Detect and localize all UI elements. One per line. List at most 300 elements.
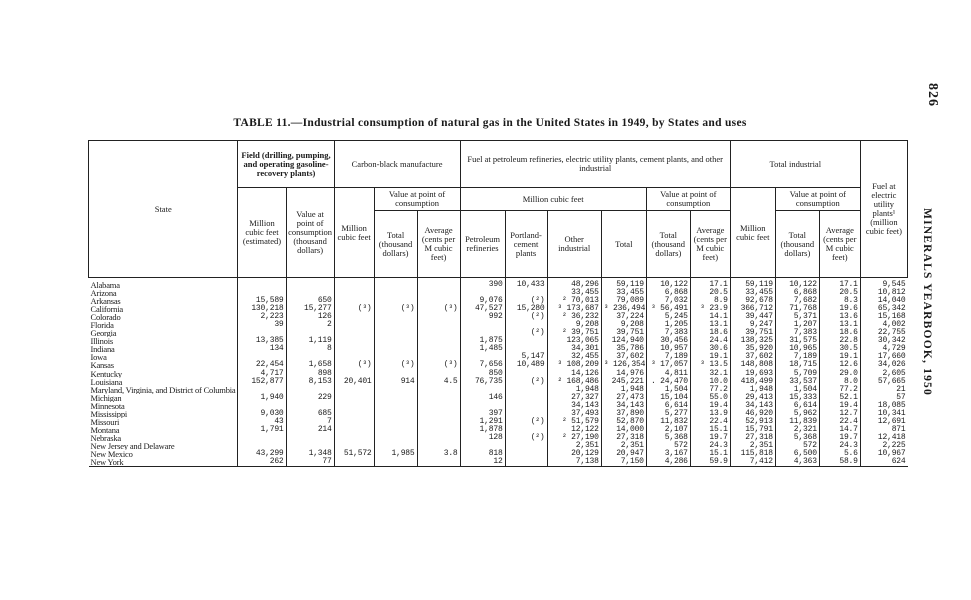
- table-cell: 9,247: [730, 321, 775, 329]
- table-cell: (³): [417, 361, 460, 369]
- table-cell: 76,735: [460, 378, 505, 386]
- table-cell: 1,348: [286, 450, 334, 458]
- table-cell: 20,947: [601, 450, 646, 458]
- state-name: Georgia: [90, 329, 117, 338]
- table-cell: 128: [460, 434, 505, 442]
- table-cell: (³): [334, 361, 374, 369]
- table-cell: [374, 345, 417, 353]
- table-cell: 5,245: [646, 313, 690, 321]
- table-cell: 914: [374, 378, 417, 386]
- table-cell: 52,913: [730, 418, 775, 426]
- table-cell: 1,291: [460, 418, 505, 426]
- table-cell: [286, 278, 334, 290]
- header-fuel-mcf: Million cubic feet: [460, 188, 646, 211]
- state-name: Indiana: [90, 345, 115, 354]
- table-cell: 8.0: [819, 378, 860, 386]
- table-cell: (³): [374, 361, 417, 369]
- table-cell: 32,455: [547, 353, 601, 361]
- table-cell: 22.8: [819, 337, 860, 345]
- table-cell: 24.3: [819, 442, 860, 450]
- table-cell: 10,122: [646, 278, 690, 290]
- table-cell: 19.7: [690, 434, 730, 442]
- table-cell: ² 36,232: [547, 313, 601, 321]
- table-cell: 2: [286, 321, 334, 329]
- header-fuel-total: Total: [601, 211, 646, 278]
- table-cell: [417, 458, 460, 467]
- table-cell: [505, 386, 547, 394]
- table-cell: 37,602: [601, 353, 646, 361]
- table-cell: 57: [860, 394, 907, 402]
- table-cell: 52.1: [819, 394, 860, 402]
- table-cell: [374, 418, 417, 426]
- table-cell: [417, 313, 460, 321]
- table-cell: 390: [460, 278, 505, 290]
- table-cell: 27,318: [601, 434, 646, 442]
- table-cell: 13.9: [690, 410, 730, 418]
- table-cell: 10,967: [860, 450, 907, 458]
- table-cell: [334, 418, 374, 426]
- state-name: Florida: [90, 321, 114, 330]
- table-cell: 34,143: [601, 402, 646, 410]
- table-cell: 43,299: [238, 450, 286, 458]
- table-cell: 92,678: [730, 297, 775, 305]
- header-field-value: Value at point of consumption (thousand dollars): [286, 188, 334, 278]
- table-cell: 20,129: [547, 450, 601, 458]
- table-cell: 32.1: [690, 370, 730, 378]
- state-name: Missouri: [90, 417, 120, 426]
- table-cell: 366,712: [730, 305, 775, 313]
- table-cell: (²): [505, 329, 547, 337]
- table-cell: 15,104: [646, 394, 690, 402]
- table-cell: [505, 337, 547, 345]
- table-cell: 126: [286, 313, 334, 321]
- table-cell: 37,602: [730, 353, 775, 361]
- table-cell: 19.7: [819, 434, 860, 442]
- state-name: Arkansas: [90, 297, 121, 306]
- table-cell: 7,189: [775, 353, 819, 361]
- state-name: Louisiana: [90, 377, 123, 386]
- table-cell: 1,985: [374, 450, 417, 458]
- table-cell: 59,119: [601, 278, 646, 290]
- table-cell: [374, 337, 417, 345]
- state-name: Maryland, Virginia, and District of Columbia: [90, 385, 236, 394]
- table-cell: 17.1: [819, 278, 860, 290]
- table-cell: 7,682: [775, 297, 819, 305]
- table-cell: 10,122: [775, 278, 819, 290]
- table-cell: 1,948: [547, 386, 601, 394]
- table-cell: ³ 13.5: [690, 361, 730, 369]
- state-name: California: [90, 305, 123, 314]
- table-cell: [417, 410, 460, 418]
- table-cell: 2,223: [238, 313, 286, 321]
- table-cell: 7,383: [775, 329, 819, 337]
- header-fuel-group: Fuel at petroleum refineries, electric utility plants, cement plants, and other industrial: [460, 141, 730, 188]
- table-cell: [334, 289, 374, 297]
- table-cell: 46,920: [730, 410, 775, 418]
- table-cell: [460, 321, 505, 329]
- table-cell: [334, 394, 374, 402]
- table-cell: 6,614: [775, 402, 819, 410]
- table-cell: 77: [286, 458, 334, 467]
- table-cell: [417, 321, 460, 329]
- table-cell: 572: [775, 442, 819, 450]
- table-cell: [417, 337, 460, 345]
- header-total-mcf: Million cubic feet: [730, 188, 775, 278]
- state-name: Kansas: [90, 361, 114, 370]
- table-cell: 9,208: [547, 321, 601, 329]
- table-cell: 19.6: [819, 305, 860, 313]
- table-cell: 15.1: [690, 426, 730, 434]
- table-cell: [374, 313, 417, 321]
- table-cell: 11,832: [646, 418, 690, 426]
- table-cell: 27,473: [601, 394, 646, 402]
- table-cell: [334, 321, 374, 329]
- table-cell: 8.3: [819, 297, 860, 305]
- table-cell: 8: [286, 345, 334, 353]
- header-carbon-mcf: Million cubic feet: [334, 188, 374, 278]
- table-cell: 4.5: [417, 378, 460, 386]
- table-cell: 572: [646, 442, 690, 450]
- state-name: Arizona: [90, 289, 117, 298]
- table-cell: [374, 329, 417, 337]
- table-cell: 5.6: [819, 450, 860, 458]
- table-cell: 1,948: [601, 386, 646, 394]
- table-cell: 30,456: [646, 337, 690, 345]
- table-cell: 13,385: [238, 337, 286, 345]
- table-cell: 10,433: [505, 278, 547, 290]
- table-cell: 48,296: [547, 278, 601, 290]
- header-carbon-group: Carbon-black manufacture: [334, 141, 460, 188]
- table-cell: 10,965: [775, 345, 819, 353]
- table-cell: ³ 23.9: [690, 305, 730, 313]
- table-cell: [417, 418, 460, 426]
- table-cell: [417, 278, 460, 290]
- table-cell: 1,485: [460, 345, 505, 353]
- table-cell: (²): [505, 313, 547, 321]
- table-cell: 15,589: [238, 297, 286, 305]
- state-name: Montana: [90, 425, 120, 434]
- state-name: Mississippi: [90, 409, 128, 418]
- table-cell: 1,658: [286, 361, 334, 369]
- table-row: [89, 378, 908, 386]
- header-total-group: Total industrial: [730, 141, 860, 188]
- table-cell: 4,002: [860, 321, 907, 329]
- table-cell: 29,413: [730, 394, 775, 402]
- table-cell: 30.5: [819, 345, 860, 353]
- table-cell: [334, 337, 374, 345]
- table-cell: 2,321: [775, 426, 819, 434]
- table-cell: 9,208: [601, 321, 646, 329]
- state-name: Colorado: [90, 313, 121, 322]
- table-cell: 6,868: [775, 289, 819, 297]
- table-cell: 59.9: [690, 458, 730, 467]
- header-carbon-total: Total (thousand dollars): [374, 211, 417, 278]
- table-cell: 650: [286, 297, 334, 305]
- state-name: Illinois: [90, 337, 113, 346]
- table-cell: 27,318: [730, 434, 775, 442]
- table-cell: 11,839: [775, 418, 819, 426]
- table-cell: 18,715: [775, 361, 819, 369]
- table-cell: [374, 410, 417, 418]
- state-name: Iowa: [90, 353, 107, 362]
- table-cell: [334, 386, 374, 394]
- table-cell: 4,717: [238, 370, 286, 378]
- table-cell: 2,351: [547, 442, 601, 450]
- table-cell: [334, 402, 374, 410]
- table-cell: 17,660: [860, 353, 907, 361]
- table-cell: 7,412: [730, 458, 775, 467]
- consumption-table: [88, 140, 908, 467]
- table-cell: ³ 236,494: [601, 305, 646, 313]
- table-cell: 14.7: [819, 426, 860, 434]
- header-total-value-total: Total (thousand dollars): [775, 211, 819, 278]
- table-cell: (²): [505, 378, 547, 386]
- table-cell: 1,948: [730, 386, 775, 394]
- table-cell: 35,786: [601, 345, 646, 353]
- table-cell: 37,224: [601, 313, 646, 321]
- table-cell: 8.9: [690, 297, 730, 305]
- table-cell: 12.7: [819, 410, 860, 418]
- table-cell: [374, 386, 417, 394]
- table-cell: 10.0: [690, 378, 730, 386]
- table-cell: [334, 329, 374, 337]
- table-cell: (²): [505, 434, 547, 442]
- state-name: New York: [89, 458, 238, 467]
- table-cell: ³ 56,491: [646, 305, 690, 313]
- table-cell: 33,537: [775, 378, 819, 386]
- table-cell: 14,976: [601, 370, 646, 378]
- table-cell: 1,119: [286, 337, 334, 345]
- state-name: Nebraska: [90, 433, 121, 442]
- table-cell: [417, 402, 460, 410]
- table-cell: 65,342: [860, 305, 907, 313]
- state-name: New Jersey and Delaware: [90, 441, 175, 450]
- table-cell: [417, 434, 460, 442]
- table-cell: ³ 108,209: [547, 361, 601, 369]
- table-cell: [374, 458, 417, 467]
- table-cell: ³ 17,057: [646, 361, 690, 369]
- table-cell: 9,076: [460, 297, 505, 305]
- table-cell: 10,489: [505, 361, 547, 369]
- table-cell: [417, 386, 460, 394]
- table-cell: 37,890: [601, 410, 646, 418]
- table-cell: [417, 426, 460, 434]
- table-cell: 14.1: [690, 313, 730, 321]
- table-cell: 134: [238, 345, 286, 353]
- table-cell: ² 168,486: [547, 378, 601, 386]
- table-cell: 2,351: [730, 442, 775, 450]
- table-cell: 138,325: [730, 337, 775, 345]
- table-cell: 5,709: [775, 370, 819, 378]
- table-cell: 14,040: [860, 297, 907, 305]
- table-row: [89, 278, 908, 290]
- table-cell: 37,493: [547, 410, 601, 418]
- table-cell: ² 51,579: [547, 418, 601, 426]
- table-cell: [238, 278, 286, 290]
- table-cell: 13.6: [819, 313, 860, 321]
- table-cell: 624: [860, 458, 907, 467]
- table-cell: 229: [286, 394, 334, 402]
- table-cell: 1,940: [238, 394, 286, 402]
- table-row: [89, 345, 908, 353]
- table-cell: 15,277: [286, 305, 334, 313]
- table-cell: 18.6: [819, 329, 860, 337]
- table-cell: ² 70,013: [547, 297, 601, 305]
- table-cell: ² 27,190: [547, 434, 601, 442]
- table-cell: 12,418: [860, 434, 907, 442]
- table-cell: 33,455: [730, 289, 775, 297]
- header-other-industrial: Other industrial: [547, 211, 601, 278]
- header-field-mcf: Million cubic feet (estimated): [238, 188, 286, 278]
- table-cell: ³ 126,354: [601, 361, 646, 369]
- table-cell: 34,026: [860, 361, 907, 369]
- table-row: [89, 458, 908, 467]
- table-cell: 14,126: [547, 370, 601, 378]
- table-cell: 7,138: [547, 458, 601, 467]
- state-name: Michigan: [90, 393, 122, 402]
- table-cell: 130,218: [238, 305, 286, 313]
- table-cell: 51,572: [334, 450, 374, 458]
- table-cell: 18,085: [860, 402, 907, 410]
- table-cell: [286, 434, 334, 442]
- table-cell: 5,962: [775, 410, 819, 418]
- table-cell: 397: [460, 410, 505, 418]
- table-cell: [334, 345, 374, 353]
- table-cell: 6,868: [646, 289, 690, 297]
- table-cell: (³): [334, 305, 374, 313]
- header-carbon-value: Value at point of consumption: [374, 188, 460, 211]
- table-cell: 15,791: [730, 426, 775, 434]
- table-cell: 4,811: [646, 370, 690, 378]
- table-cell: 1,504: [646, 386, 690, 394]
- table-row: [89, 394, 908, 402]
- table-cell: 2,605: [860, 370, 907, 378]
- table-cell: [417, 289, 460, 297]
- table-cell: 30,342: [860, 337, 907, 345]
- table-cell: 19.1: [819, 353, 860, 361]
- table-cell: 2,225: [860, 442, 907, 450]
- header-petroleum: Petroleum refineries: [460, 211, 505, 278]
- table-cell: [334, 426, 374, 434]
- header-state: State: [89, 141, 238, 278]
- table-cell: 12,691: [860, 418, 907, 426]
- table-cell: 20,401: [334, 378, 374, 386]
- table-cell: [417, 329, 460, 337]
- header-carbon-average: Average (cents per M cubic feet): [417, 211, 460, 278]
- table-cell: 21: [860, 386, 907, 394]
- table-cell: 47,527: [460, 305, 505, 313]
- table-cell: 59,119: [730, 278, 775, 290]
- table-cell: 10,812: [860, 289, 907, 297]
- table-cell: 9,545: [860, 278, 907, 290]
- header-fuel-value-total: Total (thousand dollars): [646, 211, 690, 278]
- table-cell: 7: [286, 418, 334, 426]
- table-cell: [334, 434, 374, 442]
- table-cell: 22,454: [238, 361, 286, 369]
- table-cell: 2,351: [601, 442, 646, 450]
- table-cell: 20.5: [690, 289, 730, 297]
- header-portland: Portland-cement plants: [505, 211, 547, 278]
- table-row: [89, 434, 908, 442]
- table-cell: 24.4: [690, 337, 730, 345]
- table-cell: 29.0: [819, 370, 860, 378]
- running-head: MINERALS YEARBOOK, 1950: [921, 208, 933, 396]
- table-cell: 871: [860, 426, 907, 434]
- table-cell: 12: [460, 458, 505, 467]
- table-cell: 262: [238, 458, 286, 467]
- table-cell: 850: [460, 370, 505, 378]
- table-cell: 115,818: [730, 450, 775, 458]
- table-cell: [374, 394, 417, 402]
- table-cell: [334, 458, 374, 467]
- table-cell: [374, 426, 417, 434]
- table-cell: 15,333: [775, 394, 819, 402]
- table-cell: 34,143: [730, 402, 775, 410]
- table-cell: 13.1: [690, 321, 730, 329]
- table-cell: 71,768: [775, 305, 819, 313]
- table-cell: [238, 434, 286, 442]
- state-name: Alabama: [90, 280, 120, 290]
- table-cell: 18.6: [690, 329, 730, 337]
- table-cell: 10,957: [646, 345, 690, 353]
- table-cell: 22.4: [819, 418, 860, 426]
- table-cell: 17.1: [690, 278, 730, 290]
- table-cell: [334, 410, 374, 418]
- table-cell: 79,089: [601, 297, 646, 305]
- table-cell: [505, 394, 547, 402]
- table-cell: 14,000: [601, 426, 646, 434]
- table-cell: 20.5: [819, 289, 860, 297]
- table-cell: 31,575: [775, 337, 819, 345]
- table-cell: [505, 458, 547, 467]
- table-cell: [334, 278, 374, 290]
- table-cell: 4,363: [775, 458, 819, 467]
- table-cell: 1,205: [646, 321, 690, 329]
- table-cell: 5,368: [775, 434, 819, 442]
- table-cell: 4,286: [646, 458, 690, 467]
- table-cell: 3.8: [417, 450, 460, 458]
- table-cell: 152,877: [238, 378, 286, 386]
- table-cell: 24.3: [690, 442, 730, 450]
- table-cell: 1,791: [238, 426, 286, 434]
- table-cell: 418,499: [730, 378, 775, 386]
- table-cell: [374, 289, 417, 297]
- table-cell: [417, 345, 460, 353]
- table-cell: 19,693: [730, 370, 775, 378]
- table-cell: . 24,470: [646, 378, 690, 386]
- table-cell: 1,504: [775, 386, 819, 394]
- table-cell: 124,940: [601, 337, 646, 345]
- table-body: [89, 278, 908, 467]
- table-cell: 3,167: [646, 450, 690, 458]
- table-cell: 57,665: [860, 378, 907, 386]
- table-cell: (²): [505, 297, 547, 305]
- table-cell: 123,065: [547, 337, 601, 345]
- table-cell: 34,143: [547, 402, 601, 410]
- table-cell: 39,447: [730, 313, 775, 321]
- header-fuel-average: Average (cents per M cubic feet): [690, 211, 730, 278]
- table-cell: [505, 450, 547, 458]
- table-title: TABLE 11.—Industrial consumption of natural gas in the United States in 1949, by States and uses: [233, 117, 747, 129]
- table-cell: [417, 394, 460, 402]
- table-cell: 55.0: [690, 394, 730, 402]
- table-cell: 34,301: [547, 345, 601, 353]
- table-cell: 10,341: [860, 410, 907, 418]
- table-cell: 7,383: [646, 329, 690, 337]
- table-cell: 52,870: [601, 418, 646, 426]
- table-cell: 35,920: [730, 345, 775, 353]
- table-cell: 9,030: [238, 410, 286, 418]
